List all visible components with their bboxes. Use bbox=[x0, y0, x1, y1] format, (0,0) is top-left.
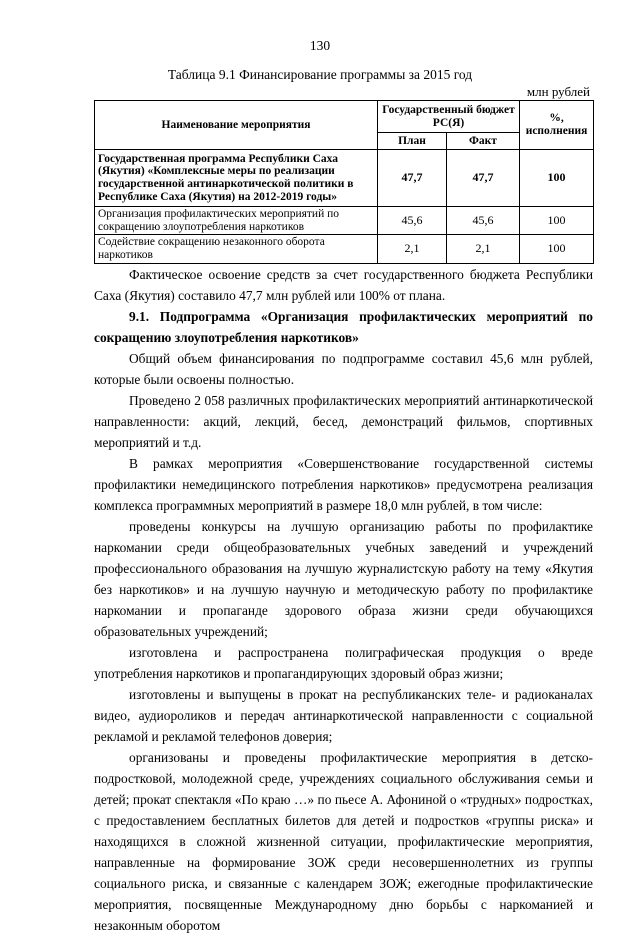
header-budget: Государственный бюджет РС(Я) bbox=[378, 101, 520, 133]
row-fact: 47,7 bbox=[447, 150, 520, 207]
row-plan: 2,1 bbox=[378, 235, 447, 263]
row-fact: 2,1 bbox=[447, 235, 520, 263]
table-row bbox=[95, 207, 594, 235]
row-name: Организация профилактических мероприятий по сокращению злоупотребления наркотиков bbox=[95, 207, 378, 235]
row-plan: 47,7 bbox=[378, 150, 447, 207]
header-percent: %, исполнения bbox=[520, 101, 594, 150]
row-percent: 100 bbox=[520, 207, 594, 235]
body-text bbox=[94, 264, 593, 936]
table-caption: Таблица 9.1 Финансирование программы за 2015 год bbox=[167, 67, 473, 82]
row-percent: 100 bbox=[520, 150, 594, 207]
header-fact: Факт bbox=[447, 133, 520, 150]
table-row bbox=[95, 150, 594, 207]
row-fact: 45,6 bbox=[447, 207, 520, 235]
paragraph: проведены конкурсы на лучшую организацию работы по профилактике наркомании среди общеобразовательных учебных заведений и учреждений профессионального образования на лучшую журналистскую работу на тему «Якутия без наркотиков» и на лучшую научную и методическую работу по профилактике наркомании и пропаганде здорового образа жизни среди обучающихся образовательных учреждений; bbox=[94, 519, 593, 639]
paragraph: организованы и проведены профилактические мероприятия в детско-подростковой, молодежной среде, учреждениях социального обслуживания семьи и детей; прокат спектакля «По краю …» по пьесе А. Афониной о «трудных» подростках, с предоставлением бесплатных билетов для детей и подростков «группы риска» и находящихся в сложной жизненной ситуации, профилактические мероприятия, направленные на формирование ЗОЖ среди несовершеннолетних из группы социального риска, и связанные с календарем ЗОЖ; ежегодные профилактические мероприятия, посвященные Международному дню борьбы с наркоманией и незаконным оборотом bbox=[94, 750, 593, 933]
paragraph: изготовлена и распространена полиграфическая продукция о вреде употребления наркотиков и пропагандирующих здоровый образ жизни; bbox=[94, 645, 593, 681]
paragraph: В рамках мероприятия «Совершенствование государственной системы профилактики немедицинского потребления наркотиков» предусмотрена реализация комплекса программных мероприятий в размере 18,0 млн рублей, в том числе: bbox=[94, 456, 593, 513]
section-heading: 9.1. Подпрограмма «Организация профилактических мероприятий по сокращению злоупотребления наркотиков» bbox=[94, 309, 593, 345]
row-percent: 100 bbox=[520, 235, 594, 263]
row-name: Содействие сокращению незаконного оборота наркотиков bbox=[95, 235, 378, 263]
row-name: Государственная программа Республики Саха (Якутия) «Комплексные меры по реализации государственной антинаркотической политики в Республике Саха (Якутия) на 2012-2019 годы» bbox=[95, 150, 378, 207]
page-number: 130 bbox=[309, 38, 331, 53]
header-name: Наименование мероприятия bbox=[95, 101, 378, 150]
table-units: млн рублей bbox=[526, 84, 590, 99]
paragraph: Фактическое освоение средств за счет государственного бюджета Республики Саха (Якутия) составило 47,7 млн рублей или 100% от плана. bbox=[94, 267, 593, 303]
financing-table bbox=[94, 100, 594, 264]
paragraph: изготовлены и выпущены в прокат на республиканских теле- и радиоканалах видео, аудиороликов и передач антинаркотической направленности с социальной рекламой и рекламой телефонов доверия; bbox=[94, 687, 593, 744]
row-plan: 45,6 bbox=[378, 207, 447, 235]
paragraph: Общий объем финансирования по подпрограмме составил 45,6 млн рублей, которые были освоены полностью. bbox=[94, 351, 593, 387]
header-plan: План bbox=[378, 133, 447, 150]
paragraph: Проведено 2 058 различных профилактических мероприятий антинаркотической направленности: акций, лекций, бесед, демонстраций фильмов, спортивных мероприятий и т.д. bbox=[94, 393, 593, 450]
table-row bbox=[95, 235, 594, 263]
